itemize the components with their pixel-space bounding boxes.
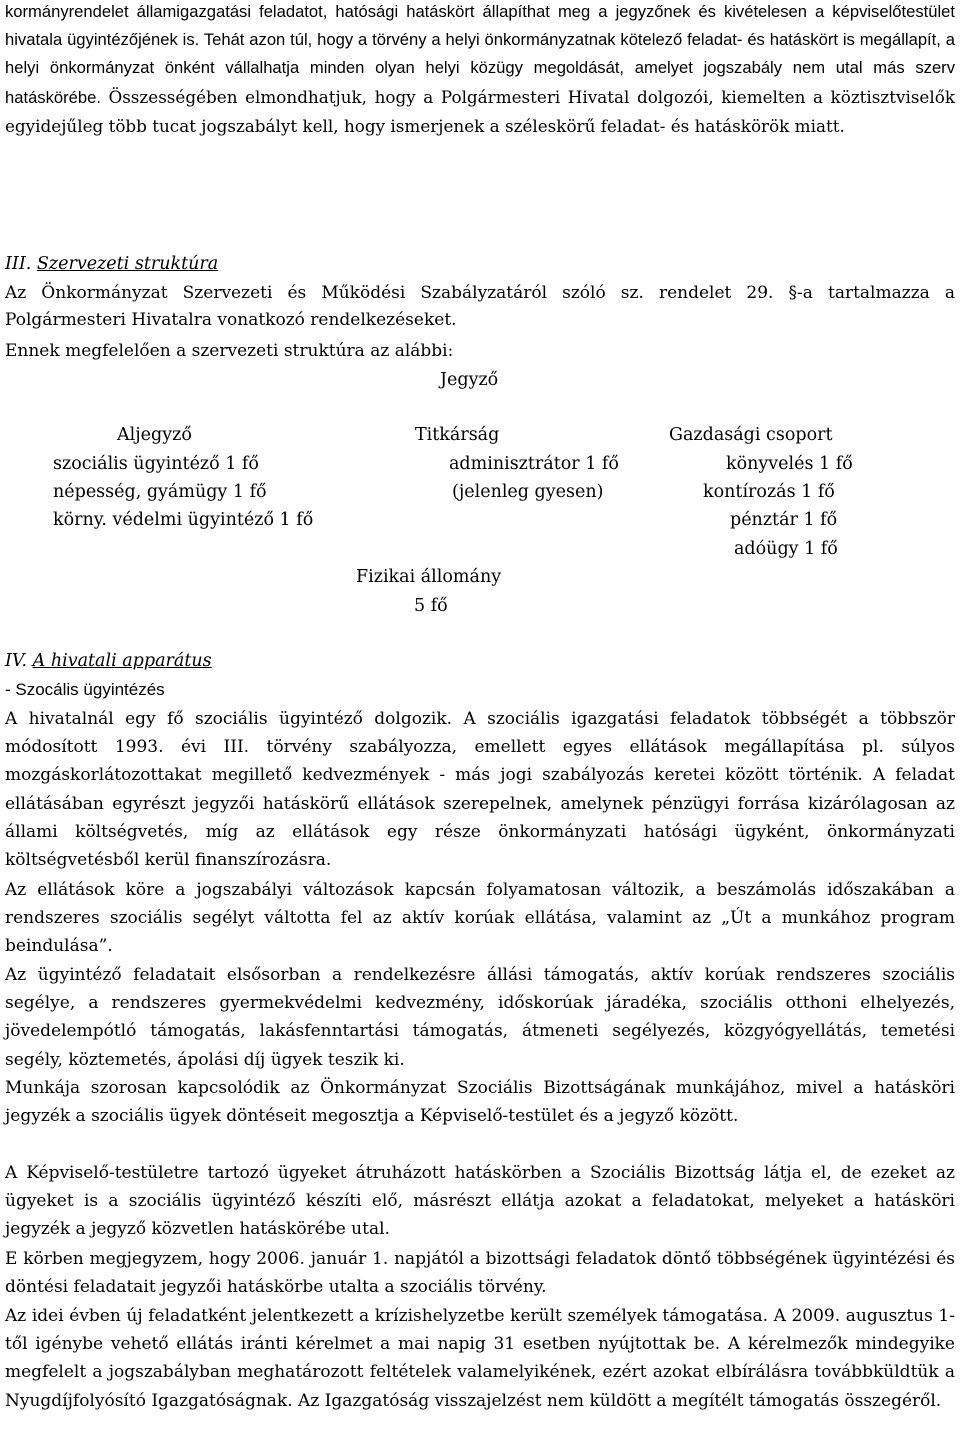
section-3-text (5, 280, 955, 334)
intro-sans-text: kormányrendelet államigazgatási feladatot, hatósági hatáskört állapíthat meg a jegyzőnek és kivételesen a képviselőtestület hivatala ügyintézőjének is. Tehát azon túl, hogy a törvény a helyi önkormányzatnak kötelező feladat- és hatáskört is megállapít, a helyi önkormányzat önként vállalhatja minden olyan helyi közügy megoldását, amelyet jogszabály nem utal más szerv hatáskörébe. (5, 2, 955, 107)
org-col3-item: kontírozás 1 fő (703, 482, 835, 502)
section-4-title: A hivatali apparátus (32, 651, 212, 671)
org-physical-count: 5 fő (414, 596, 448, 616)
org-col3-item: pénztár 1 fő (730, 510, 838, 530)
org-col2-item: (jelenleg gyesen) (452, 482, 604, 502)
org-col1-head: Aljegyző (117, 425, 192, 445)
org-top-jegyzo: Jegyző (440, 370, 499, 390)
section-3-line2: Polgármesteri Hivatalra vonatkozó rendelkezéseket. (5, 310, 457, 330)
section-3-line1: Az Önkormányzat Szervezeti és Működési Szabályzatáról szóló sz. rendelet 29. §-a tartalmazza a (5, 283, 955, 303)
org-col1-item: népesség, gyámügy 1 fő (53, 482, 267, 502)
section-3-title: Szervezeti struktúra (36, 254, 219, 274)
org-col3-head: Gazdasági csoport (669, 425, 833, 445)
body-paragraph: Az ügyintéző feladatait elsősorban a rendelkezésre állási támogatás, aktív korúak rendszeres szociális segélye, a rendszeres gyermekvédelmi kedvezmény, időskorúak járadéka, szociális otthoni elhelyezés, jövedelempótló támogatás, lakásfenntartási támogatás, átmeneti segélyezés, közgyógyellátás, temetési segély, köztemetés, ápolási díj ügyek teszik ki. (5, 965, 955, 1070)
body-paragraph: Az idei évben új feladatként jelentkezett a krízishelyzetbe került személyek támogatása. A 2009. augusztus 1-től igénybe vehető ellátás iránti kérelmet a mai napig 31 esetben nyújtottak be. A kérelmezők mindegyike megfelelt a jogszabályban meghatározott feltételek valamelyikének, ezért azokat elbírálásra továbbküldtük a Nyugdíjfolyósító Igazgatóságnak. Az Igazgatóság visszajelzést nem küldött a megítélt támogatás összegéről. (5, 1306, 955, 1411)
section-3-heading (5, 251, 218, 277)
section-3-line3: Ennek megfelelően a szervezeti struktúra az alábbi: (5, 341, 454, 361)
body-paragraph: Munkája szorosan kapcsolódik az Önkormányzat Szociális Bizottságának munkájához, mivel a hatásköri jegyzék a szociális ügyek döntéseit megosztja a Képviselő-testület és a jegyző között. (5, 1078, 955, 1127)
body-paragraph: E körben megjegyzem, hogy 2006. január 1. napjától a bizottsági feladatok döntő többségének ügyintézési és döntési feladatait jegyzői hatáskörbe utalta a szociális törvény. (5, 1249, 955, 1298)
section-3-number: III. (5, 254, 32, 274)
body-paragraph: A hivatalnál egy fő szociális ügyintéző dolgozik. A szociális igazgatási feladatok többségét a többször módosított 1993. évi III. törvény szabályozza, emellett egyes ellátások megállapítása pl. súlyos mozgáskorlátozottakat megillető kedvezmények - más jogi szabályozás keretei között történik. A feladat ellátásában egyrészt jegyzői hatáskörű ellátások szerepelnek, amelynek pénzügyi forrása kizárólagosan az állami költségvetés, míg az ellátások egy része önkormányzati hatósági ügyként, önkormányzati költségvetésből kerül finanszírozásra. (5, 709, 955, 871)
section-4-heading (5, 648, 212, 674)
org-col3-item: adóügy 1 fő (734, 539, 838, 559)
org-col2-head: Titkárság (415, 425, 500, 445)
section-4-number: IV. (5, 651, 28, 671)
org-col2-item: adminisztrátor 1 fő (449, 454, 619, 474)
org-physical-label: Fizikai állomány (356, 567, 502, 587)
intro-serif-text: Összességében elmondhatjuk, hogy a Polgármesteri Hivatal dolgozói, kiemelten a köztisztviselők egyidejűleg több tucat jogszabályt kell, hogy ismerjenek a széleskörű feladat- és hatáskörök miatt. (5, 86, 955, 136)
body-paragraph: A Képviselő-testületre tartozó ügyeket átruházott hatáskörben a Szociális Bizottság látja el, de ezeket az ügyeket is a szociális ügyintéző készíti elő, másrészt ellátja azokat a feladatokat, melyeket a hatásköri jegyzék a jegyző közvetlen hatáskörébe utal. (5, 1163, 955, 1240)
body-paragraph: Az ellátások köre a jogszabályi változások kapcsán folyamatosan változik, a beszámolás időszakában a rendszeres szociális segélyt váltotta fel az aktív korúak ellátása, valamint az „Út a munkához program beindulása”. (5, 880, 955, 957)
org-col1-item: körny. védelmi ügyintéző 1 fő (53, 510, 314, 530)
section-4-subtitle: - Szocális ügyintézés (5, 680, 165, 699)
org-col3-item: könyvelés 1 fő (726, 454, 853, 474)
intro-paragraph (5, 0, 955, 141)
org-col1-item: szociális ügyintéző 1 fő (53, 454, 259, 474)
